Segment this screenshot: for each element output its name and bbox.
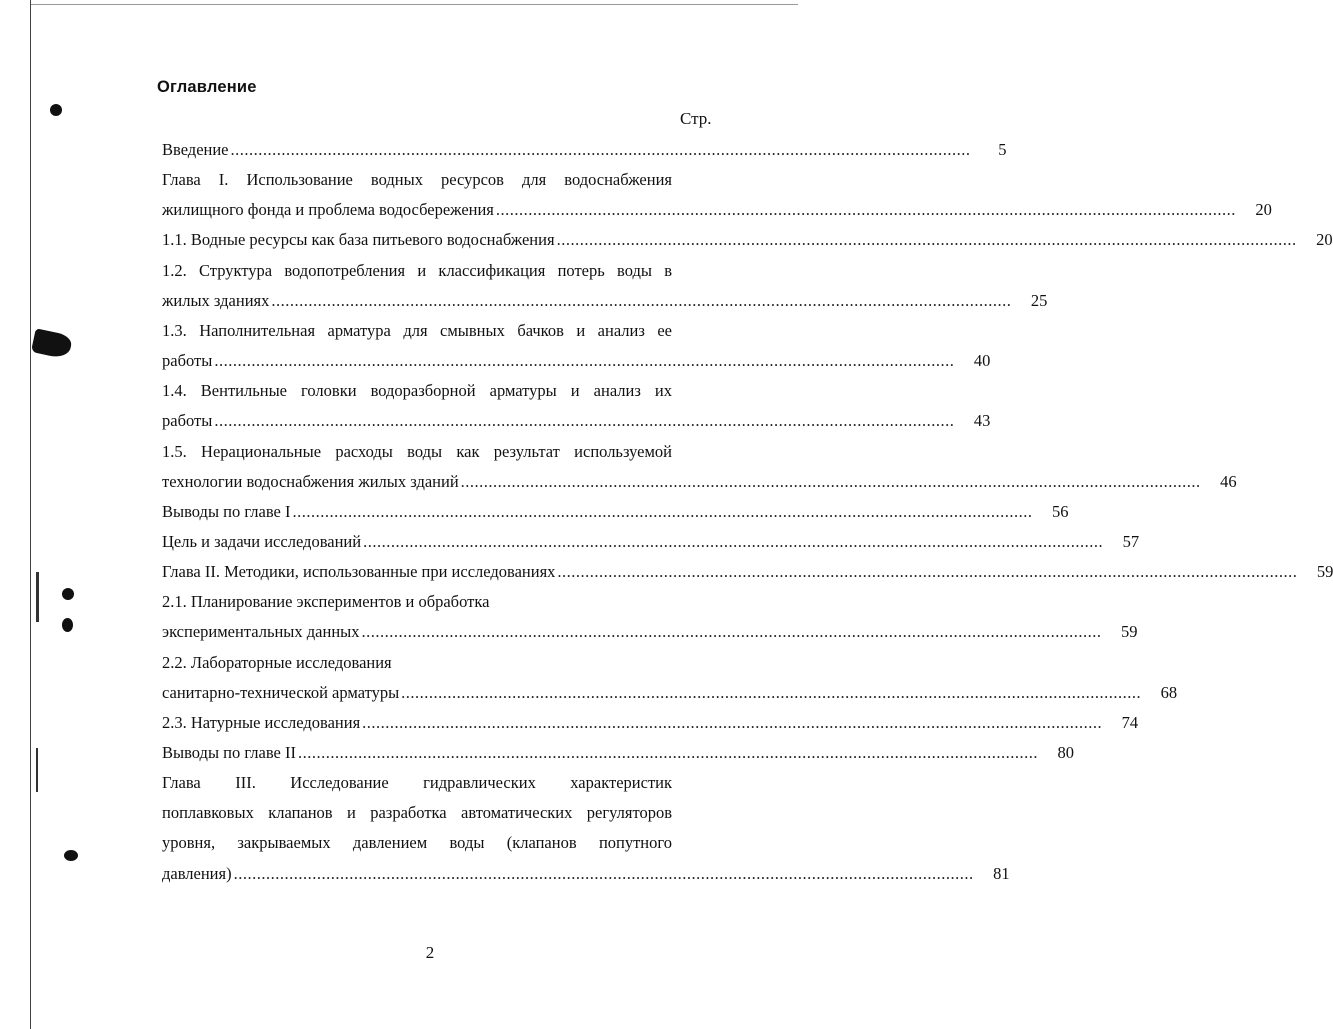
toc-row: 2.2. Лабораторные исследования [162,653,392,672]
toc-row [162,560,1333,584]
scan-blot [62,588,74,600]
toc-page-number: 80 [1057,743,1074,762]
toc-row: Глава I. Использование водных ресурсов для водоснабжения [162,170,672,189]
toc-page-number: 57 [1122,532,1140,551]
toc-entry-text: 2.3. Натурные исследования [162,713,361,732]
toc-entry-text: Введение [162,140,229,159]
toc-entry-text: 1.1. Водные ресурсы как база питьевого водоснабжения [162,230,555,249]
toc-entry-text: Выводы по главе II [162,743,296,762]
dot-leader: ................................................................................................................................................................ [460,472,1201,491]
toc-row [162,198,1272,222]
toc-row [162,470,1237,494]
toc-row: поплавковых клапанов и разработка автоматических регуляторов [162,803,672,822]
page-number: 2 [425,943,435,962]
dot-leader: ................................................................................................................................................................ [214,411,955,430]
toc-page-number: 59 [1120,622,1138,641]
toc-entry-text: технологии водоснабжения жилых зданий [162,472,459,491]
toc-page-number: 68 [1160,683,1178,702]
dot-leader: ................................................................................................................................................................ [557,562,1298,581]
toc-row: 1.3. Наполнительная арматура для смывных бачков и анализ ее [162,321,672,340]
toc-row: 1.2. Структура водопотребления и классификация потерь воды в [162,261,672,280]
toc-row [162,681,1178,705]
toc-page-number: 20 [1255,200,1272,219]
dot-leader: ................................................................................................................................................................ [401,683,1142,702]
dot-leader: ................................................................................................................................................................ [361,622,1102,641]
page-column-label: Стр. [680,109,712,128]
toc-page-number: 43 [973,411,991,430]
toc-page-number: 5 [998,140,1007,159]
toc-row [162,620,1138,644]
toc-row [162,138,1007,162]
toc-entry-text: Глава II. Методики, использованные при исследованиях [162,562,556,581]
toc-page-number: 74 [1121,713,1139,732]
toc-row: Глава III. Исследование гидравлических характеристик [162,773,672,792]
toc-entry-text: экспериментальных данных [162,622,360,641]
dot-leader: ................................................................................................................................................................ [363,532,1104,551]
toc-page-number: 56 [1051,502,1069,521]
toc-entry-text: Цель и задачи исследований [162,532,362,551]
toc-row [162,349,991,373]
toc-row [162,409,991,433]
toc-row [162,530,1140,554]
scan-edge-top [30,4,798,5]
toc-entry-text: Выводы по главе I [162,502,291,521]
toc-page-number: 81 [993,864,1010,883]
toc-row: уровня, закрываемых давлением воды (клапанов попутного [162,833,672,852]
toc-page-number: 46 [1220,472,1237,491]
toc-entry-text: санитарно-технической арматуры [162,683,400,702]
toc-row [162,862,1010,886]
scan-blot [50,104,62,116]
dot-leader: ................................................................................................................................................................ [556,230,1297,249]
toc-row: 2.1. Планирование экспериментов и обработка [162,592,490,611]
toc-entry-text: работы [162,351,213,370]
toc-entry-text: работы [162,411,213,430]
toc-heading: Оглавление [157,78,257,96]
scan-blot [62,618,73,632]
scan-blot [36,572,39,622]
dot-leader: ................................................................................................................................................................ [297,743,1038,762]
dot-leader: ................................................................................................................................................................ [495,200,1236,219]
scan-edge-left [30,0,31,1029]
scan-blot [36,748,38,792]
toc-row: 1.4. Вентильные головки водоразборной арматуры и анализ их [162,381,672,400]
toc-page-number: 59 [1316,562,1333,581]
toc-entry-text: жилищного фонда и проблема водосбережения [162,200,494,219]
dot-leader: ................................................................................................................................................................ [271,291,1012,310]
toc-row: 1.5. Нерациональные расходы воды как результат используемой [162,442,672,461]
dot-leader: ................................................................................................................................................................ [362,713,1103,732]
toc-row [162,500,1069,524]
toc-row [162,741,1074,765]
dot-leader: ................................................................................................................................................................ [214,351,955,370]
toc-page-number: 40 [973,351,991,370]
scan-blot [64,850,78,861]
dot-leader: ................................................................................................................................................................ [292,502,1033,521]
toc-page-number: 20 [1316,230,1333,249]
toc-entry-text: жилых зданиях [162,291,270,310]
toc-row [162,289,1048,313]
toc-page-number: 25 [1030,291,1048,310]
dot-leader: ................................................................................................................................................................ [230,140,971,159]
scan-blot [31,328,73,359]
dot-leader: ................................................................................................................................................................ [233,864,974,883]
toc-row [162,711,1139,735]
toc-entry-text: давления) [162,864,232,883]
toc-row [162,228,1333,252]
